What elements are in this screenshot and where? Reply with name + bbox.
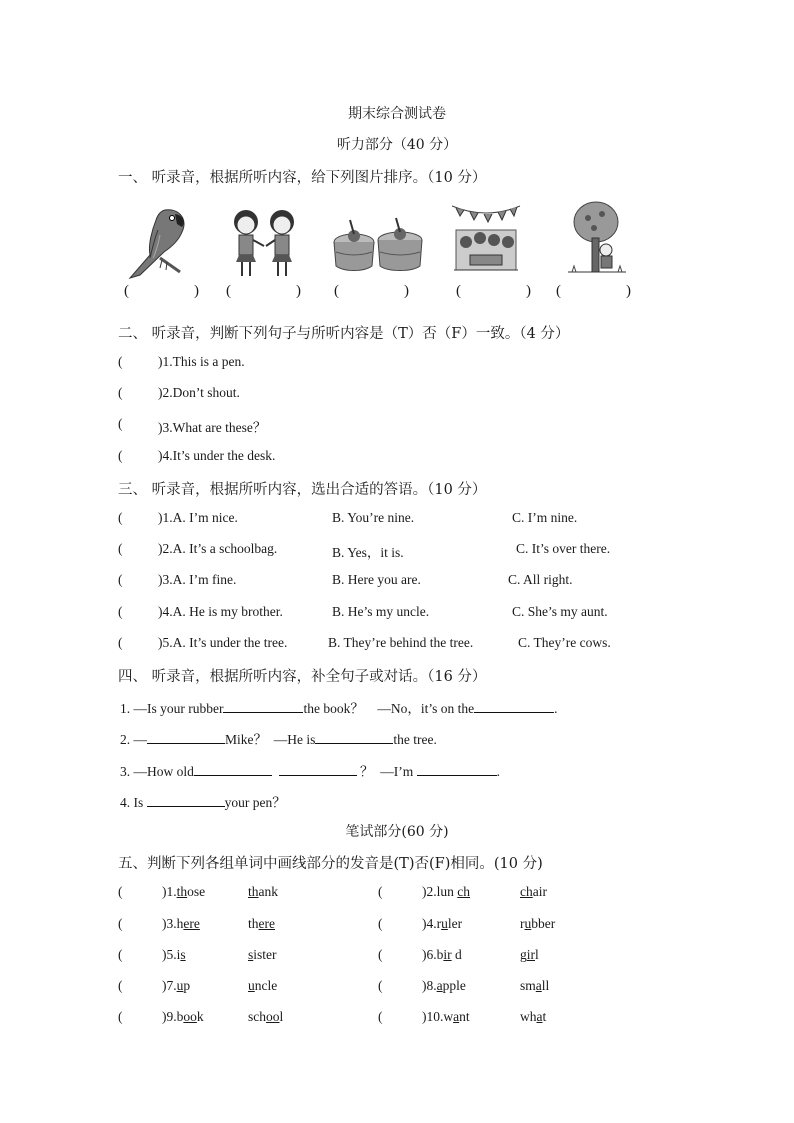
option-c: C. I’m nine.: [512, 510, 578, 525]
word-part: ose: [187, 884, 206, 899]
answer-paren[interactable]: (: [118, 978, 123, 993]
word-part: i: [176, 947, 181, 962]
answer-paren[interactable]: (: [378, 916, 383, 931]
text: the book？: [303, 701, 364, 716]
picture-answer-3-close: ): [404, 283, 409, 299]
word-part: sm: [520, 978, 536, 993]
item-number: )5.: [162, 947, 177, 962]
word-2: [520, 978, 549, 994]
word-2: [248, 884, 278, 900]
word-part: h: [176, 916, 184, 931]
text: 2. —: [120, 732, 147, 747]
listening-title: 听力部分（40 分）: [336, 137, 458, 153]
option-c: C. It’s over there.: [516, 541, 611, 556]
text: —He is: [273, 732, 316, 747]
underlined-letters: a: [453, 1009, 460, 1024]
section5-heading: 五、判断下列各组单词中画线部分的发音是(T)否(F)相同。(10 分): [118, 856, 543, 872]
cakes-icon: [330, 200, 426, 280]
word-2: [520, 947, 539, 963]
answer-paren[interactable]: (: [118, 510, 123, 525]
underlined-letters: u: [441, 916, 448, 931]
section1-heading: 一、 听录音，根据所听内容，给下列图片排序。（10 分）: [118, 170, 487, 186]
word-2: [248, 978, 277, 994]
list-item: )2.Don’t shout.: [158, 385, 240, 400]
word-part: air: [532, 884, 547, 899]
answer-paren[interactable]: (: [118, 448, 123, 463]
text: 1. —Is your rubber: [120, 701, 224, 716]
answer-paren[interactable]: (: [118, 884, 123, 899]
word-2: [248, 916, 275, 932]
section3-heading: 三、 听录音，根据所听内容，选出合适的答语。（10 分）: [118, 482, 487, 498]
word-2: [248, 1009, 283, 1025]
word-1: [162, 884, 205, 900]
option-a: )3.A. I’m fine.: [158, 572, 237, 587]
picture-answer-5-close: ): [626, 283, 631, 299]
text: .: [554, 701, 558, 716]
blank-field[interactable]: [279, 763, 357, 776]
twin-girls-icon: [226, 200, 304, 280]
picture-answer-1-close: ): [194, 283, 199, 299]
underlined-letters: th: [248, 884, 259, 899]
text: the tree.: [393, 732, 437, 747]
fill-line-4: [120, 791, 286, 811]
list-item: )1.This is a pen.: [158, 354, 245, 369]
word-part: ll: [541, 978, 550, 993]
word-1: [422, 1009, 470, 1025]
picture-answer-4-close: ): [526, 283, 531, 299]
underlined-letters: ch: [457, 884, 471, 899]
word-part: bber: [531, 916, 556, 931]
word-2: [520, 916, 555, 932]
word-part: w: [443, 1009, 454, 1024]
word-part: pple: [442, 978, 466, 993]
blank-field[interactable]: [223, 700, 303, 713]
blank-field[interactable]: [474, 700, 554, 713]
answer-paren[interactable]: (: [118, 604, 123, 619]
word-2: [520, 1009, 546, 1025]
section4-heading: 四、 听录音，根据所听内容，补全句子或对话。（16 分）: [118, 669, 487, 685]
word-part: b: [436, 947, 444, 962]
text: ？: [360, 764, 374, 779]
word-1: [422, 978, 466, 994]
fill-line-3: [120, 760, 500, 780]
text: Mike？: [225, 732, 267, 747]
item-number: )8.: [422, 978, 437, 993]
answer-paren[interactable]: (: [118, 541, 123, 556]
underlined-letters: u: [524, 916, 532, 931]
word-part: p: [183, 978, 191, 993]
option-a: )5.A. It’s under the tree.: [158, 635, 288, 650]
option-b: B. They’re behind the tree.: [328, 635, 474, 650]
option-b: B. Yes，it is.: [332, 545, 404, 560]
answer-paren[interactable]: (: [118, 572, 123, 587]
option-a: )1.A. I’m nice.: [158, 510, 238, 525]
answer-paren[interactable]: (: [378, 947, 383, 962]
list-item: )4.It’s under the desk.: [158, 448, 276, 463]
item-number: )3.: [162, 916, 177, 931]
fill-line-1: [120, 697, 557, 717]
picture-answer-5-open[interactable]: (: [556, 283, 561, 299]
answer-paren[interactable]: (: [118, 385, 123, 400]
writing-title: 笔试部分(60 分): [345, 824, 449, 840]
blank-field[interactable]: [315, 731, 393, 744]
picture-answer-4-open[interactable]: (: [456, 283, 461, 299]
word-part: b: [176, 1009, 184, 1024]
blank-field[interactable]: [147, 794, 225, 807]
item-number: )2.: [422, 884, 437, 899]
word-1: [162, 947, 186, 963]
text: 4. Is: [120, 795, 144, 810]
word-part: l: [535, 947, 539, 962]
option-c: C. They’re cows.: [518, 635, 611, 650]
word-part: nt: [459, 1009, 470, 1024]
fill-line-2: [120, 728, 437, 748]
answer-paren[interactable]: (: [378, 884, 383, 899]
underlined-letters: s: [248, 947, 254, 962]
underlined-letters: u: [176, 978, 184, 993]
option-b: B. Here you are.: [332, 572, 421, 587]
word-1: [422, 947, 462, 963]
text: your pen？: [224, 795, 286, 810]
blank-field[interactable]: [147, 731, 225, 744]
blank-field[interactable]: [194, 763, 272, 776]
word-part: sch: [248, 1009, 266, 1024]
item-number: )1.: [162, 884, 177, 899]
answer-paren[interactable]: (: [118, 635, 123, 650]
answer-paren[interactable]: (: [118, 354, 123, 369]
item-number: )6.: [422, 947, 437, 962]
word-part: t: [542, 1009, 547, 1024]
picture-answer-2-open[interactable]: (: [226, 283, 231, 299]
word-2: [520, 884, 547, 900]
word-part: r: [436, 916, 442, 931]
word-part: ncle: [254, 978, 278, 993]
list-item: )3.What are these？: [158, 420, 267, 435]
parrot-icon: [120, 200, 195, 280]
word-1: [422, 884, 470, 900]
underlined-letters: a: [436, 978, 443, 993]
item-number: )10.: [422, 1009, 444, 1024]
answer-paren[interactable]: (: [378, 1009, 383, 1024]
blank-field[interactable]: [417, 763, 497, 776]
answer-paren[interactable]: (: [118, 916, 123, 931]
word-part: g: [520, 947, 527, 962]
item-number: )4.: [422, 916, 437, 931]
underlined-letters: ch: [520, 884, 533, 899]
text: 3. —How old: [120, 764, 194, 779]
word-part: th: [248, 916, 259, 931]
word-1: [162, 978, 190, 994]
word-2: [248, 947, 277, 963]
word-part: lun: [436, 884, 458, 899]
page-title: 期末综合测试卷: [348, 106, 446, 122]
answer-paren[interactable]: (: [378, 978, 383, 993]
word-part: ler: [447, 916, 463, 931]
boy-under-tree-icon: [564, 200, 630, 280]
option-a: )2.A. It’s a schoolbag.: [158, 541, 278, 556]
party-icon: [450, 200, 522, 280]
underlined-letters: ere: [258, 916, 275, 931]
underlined-letters: ere: [183, 916, 200, 931]
underlined-letters: a: [535, 978, 542, 993]
section2-heading: 二、 听录音，判断下列句子与所听内容是（T）否（F）一致。（4 分）: [118, 326, 570, 342]
answer-paren[interactable]: (: [118, 1009, 123, 1024]
word-part: r: [520, 916, 525, 931]
underlined-letters: u: [248, 978, 255, 993]
underlined-letters: ir: [526, 947, 535, 962]
word-1: [422, 916, 462, 932]
picture-answer-2-close: ): [296, 283, 301, 299]
text: —No，it’s on the: [377, 701, 475, 716]
item-number: )9.: [162, 1009, 177, 1024]
word-part: d: [451, 947, 462, 962]
word-part: wh: [520, 1009, 537, 1024]
text: —I’m: [380, 764, 414, 779]
option-b: B. You’re nine.: [332, 510, 415, 525]
answer-paren[interactable]: (: [118, 416, 123, 431]
picture-answer-1-open[interactable]: (: [124, 283, 129, 299]
option-c: C. She’s my aunt.: [512, 604, 608, 619]
word-part: ank: [258, 884, 279, 899]
underlined-letters: oo: [183, 1009, 197, 1024]
underlined-letters: oo: [266, 1009, 280, 1024]
option-a: )4.A. He is my brother.: [158, 604, 283, 619]
underlined-letters: a: [536, 1009, 543, 1024]
underlined-letters: s: [180, 947, 186, 962]
answer-paren[interactable]: (: [118, 947, 123, 962]
item-number: )7.: [162, 978, 177, 993]
option-c: C. All right.: [508, 572, 573, 587]
word-1: [162, 916, 200, 932]
text: .: [496, 764, 500, 779]
underlined-letters: th: [176, 884, 188, 899]
underlined-letters: ir: [443, 947, 452, 962]
word-1: [162, 1009, 204, 1025]
word-part: l: [279, 1009, 284, 1024]
option-b: B. He’s my uncle.: [332, 604, 430, 619]
word-part: k: [196, 1009, 204, 1024]
picture-answer-3-open[interactable]: (: [334, 283, 339, 299]
word-part: ister: [253, 947, 277, 962]
